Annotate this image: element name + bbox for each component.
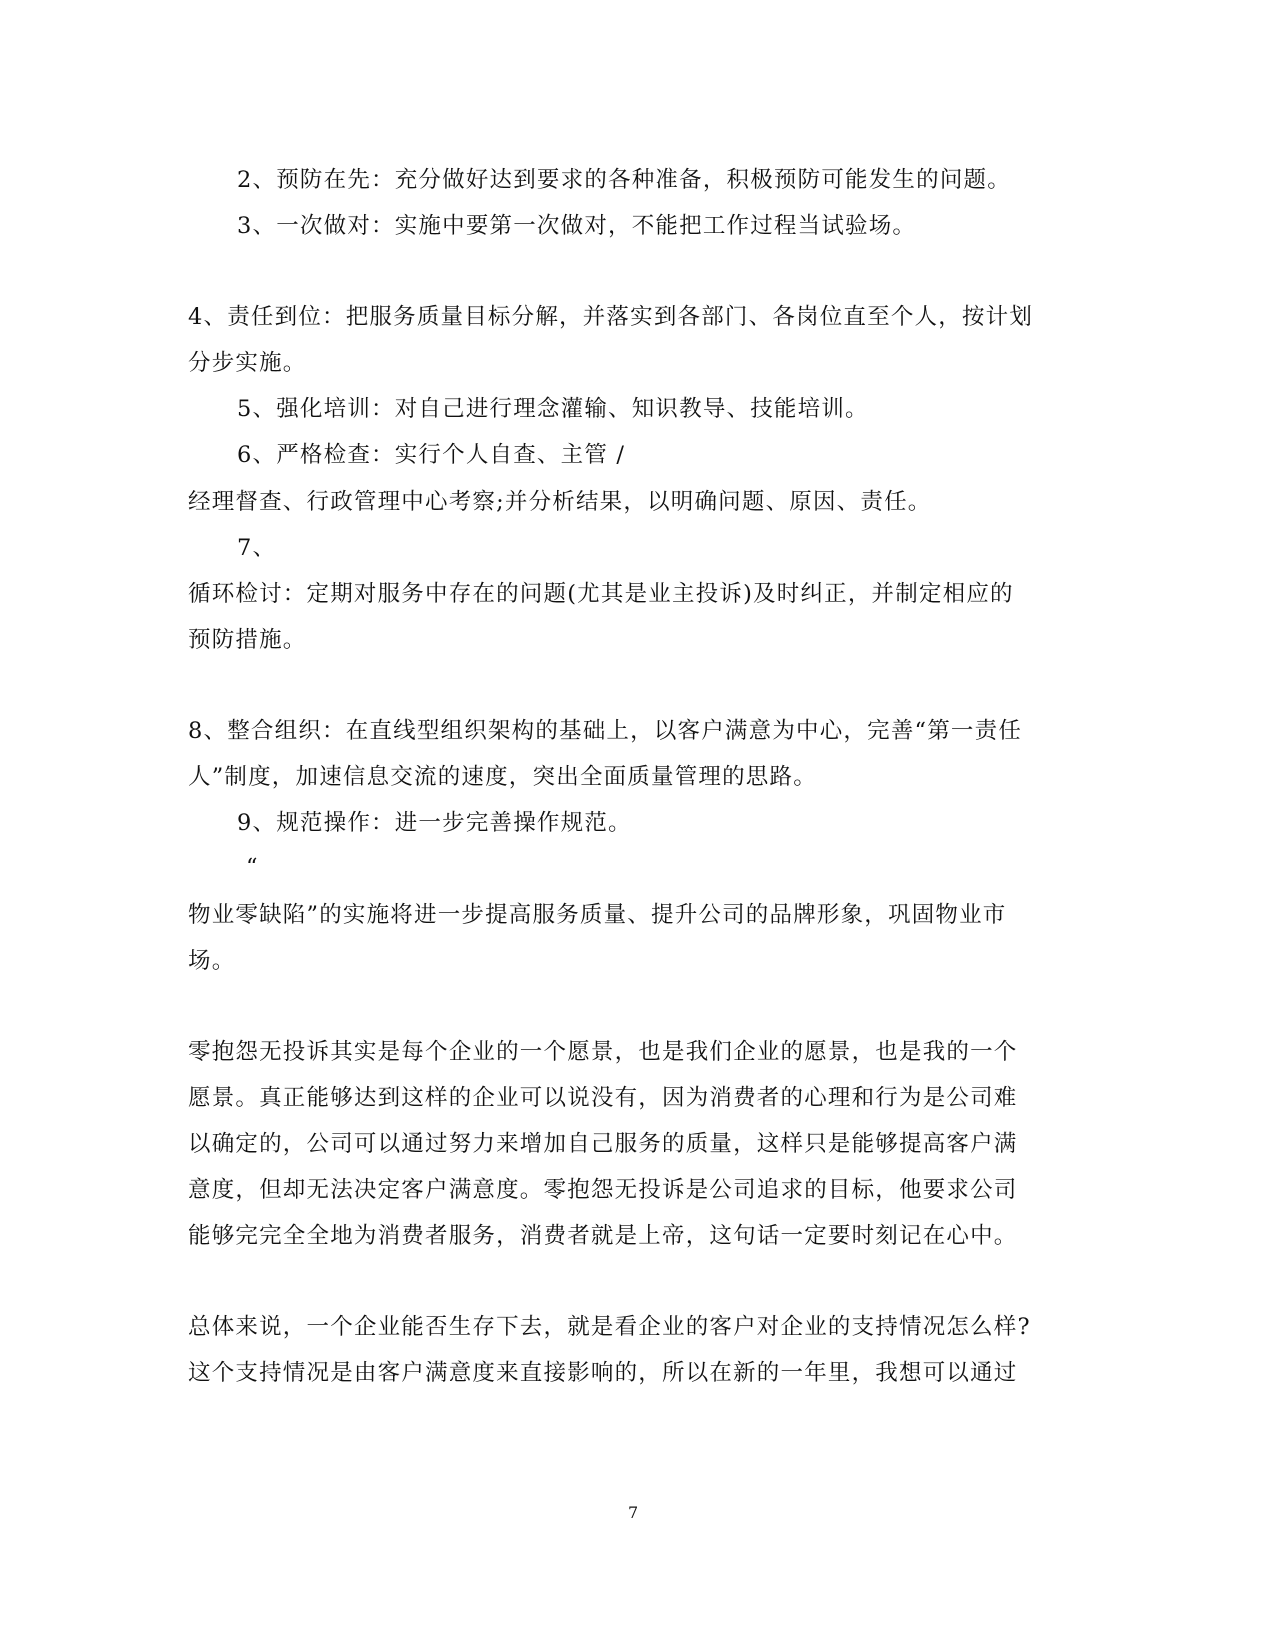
list-item-2: 2、预防在先：充分做好达到要求的各种准备，积极预防可能发生的问题。: [237, 167, 1011, 193]
summary-line-2: 场。: [188, 948, 236, 974]
list-item-8-line-1: 8、整合组织：在直线型组织架构的基础上，以客户满意为中心，完善“第一责任: [188, 718, 1023, 744]
paragraph-1-line-3: 以确定的，公司可以通过努力来增加自己服务的质量，这样只是能够提高客户满: [188, 1131, 1018, 1157]
list-item-8-line-2: 人”制度，加速信息交流的速度，突出全面质量管理的思路。: [188, 764, 817, 790]
list-item-7-line-1: 循环检讨：定期对服务中存在的问题(尤其是业主投诉)及时纠正，并制定相应的: [188, 581, 1014, 607]
list-item-7-number: 7、: [237, 535, 277, 561]
page-number: 7: [628, 1503, 639, 1522]
paragraph-2-line-1: 总体来说，一个企业能否生存下去，就是看企业的客户对企业的支持情况怎么样?: [188, 1314, 1031, 1340]
list-item-7-line-2: 预防措施。: [188, 627, 307, 653]
list-item-3: 3、一次做对：实施中要第一次做对，不能把工作过程当试验场。: [237, 213, 917, 239]
list-item-9: 9、规范操作：进一步完善操作规范。: [237, 810, 632, 836]
summary-line-1: 物业零缺陷”的实施将进一步提高服务质量、提升公司的品牌形象，巩固物业市: [188, 902, 1007, 928]
paragraph-1-line-1: 零抱怨无投诉其实是每个企业的一个愿景，也是我们企业的愿景，也是我的一个: [188, 1039, 1018, 1065]
paragraph-1-line-4: 意度，但却无法决定客户满意度。零抱怨无投诉是公司追求的目标，他要求公司: [188, 1177, 1018, 1203]
list-item-5: 5、强化培训：对自己进行理念灌输、知识教导、技能培训。: [237, 396, 869, 422]
opening-quote: “: [246, 854, 259, 880]
paragraph-1-line-5: 能够完完全全地为消费者服务，消费者就是上帝，这句话一定要时刻记在心中。: [188, 1223, 1018, 1249]
list-item-4-line-1: 4、责任到位：把服务质量目标分解，并落实到各部门、各岗位直至个人，按计划: [188, 304, 1034, 330]
list-item-4-line-2: 分步实施。: [188, 350, 307, 376]
list-item-6-line-2: 经理督查、行政管理中心考察;并分析结果，以明确问题、原因、责任。: [188, 489, 932, 515]
paragraph-1-line-2: 愿景。真正能够达到这样的企业可以说没有，因为消费者的心理和行为是公司难: [188, 1085, 1018, 1111]
paragraph-2-line-2: 这个支持情况是由客户满意度来直接影响的，所以在新的一年里，我想可以通过: [188, 1360, 1018, 1386]
list-item-6-line-1: 6、严格检查：实行个人自查、主管 /: [237, 442, 626, 468]
